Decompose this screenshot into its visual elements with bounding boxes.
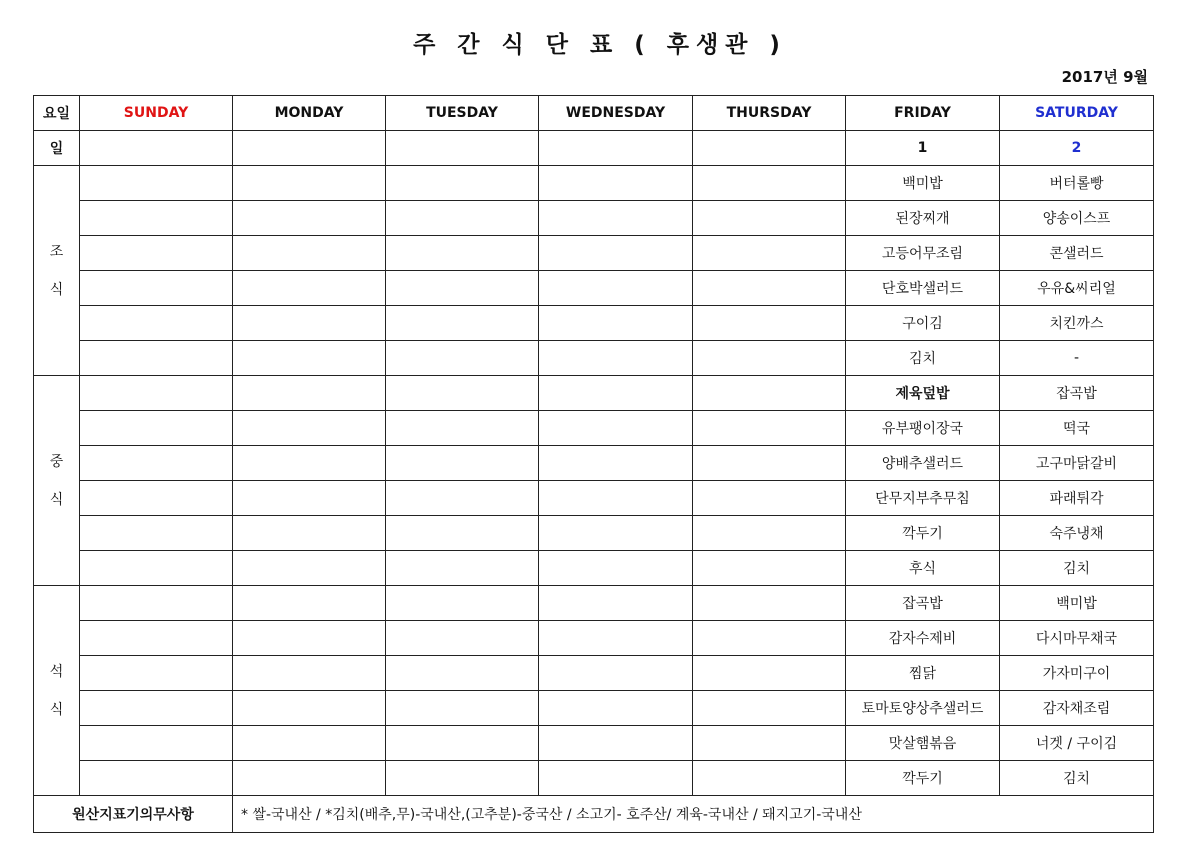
empty-cell (386, 481, 539, 516)
empty-cell (693, 551, 846, 586)
empty-cell (233, 726, 386, 761)
empty-cell (233, 691, 386, 726)
meal-label-breakfast (34, 166, 80, 376)
menu-item-friday: 깍두기 (846, 761, 1000, 796)
menu-item-saturday: 가자미구이 (1000, 656, 1154, 691)
menu-row (34, 236, 1154, 271)
empty-cell (80, 306, 233, 341)
empty-cell (233, 761, 386, 796)
empty-cell (386, 446, 539, 481)
empty-cell (386, 376, 539, 411)
empty-cell (539, 166, 693, 201)
menu-row (34, 621, 1154, 656)
empty-cell (233, 446, 386, 481)
empty-cell (80, 656, 233, 691)
empty-cell (693, 341, 846, 376)
empty-cell (386, 726, 539, 761)
empty-cell (80, 761, 233, 796)
day-saturday: SATURDAY (1000, 96, 1154, 131)
empty-cell (233, 376, 386, 411)
menu-item-saturday: 고구마닭갈비 (1000, 446, 1154, 481)
empty-cell (539, 551, 693, 586)
empty-cell (233, 306, 386, 341)
empty-cell (693, 516, 846, 551)
empty-cell (80, 341, 233, 376)
empty-cell (386, 621, 539, 656)
empty-cell (386, 201, 539, 236)
empty-cell (539, 411, 693, 446)
menu-item-friday: 찜닭 (846, 656, 1000, 691)
empty-cell (80, 166, 233, 201)
menu-row (34, 516, 1154, 551)
empty-cell (80, 271, 233, 306)
empty-cell (693, 726, 846, 761)
menu-row (34, 201, 1154, 236)
menu-item-friday: 구이김 (846, 306, 1000, 341)
empty-cell (693, 481, 846, 516)
empty-cell (386, 271, 539, 306)
empty-cell (693, 446, 846, 481)
empty-cell (80, 236, 233, 271)
origin-notice-text: * 쌀-국내산 / *김치(배추,무)-국내산,(고추분)-중국산 / 소고기- 호주산/ 계육-국내산 / 돼지고기-국내산 (233, 796, 1154, 833)
empty-cell (539, 306, 693, 341)
empty-cell (693, 201, 846, 236)
menu-item-friday: 단호박샐러드 (846, 271, 1000, 306)
empty-cell (386, 551, 539, 586)
date-tuesday (386, 131, 539, 166)
empty-cell (539, 481, 693, 516)
menu-item-friday: 감자수제비 (846, 621, 1000, 656)
menu-item-friday: 맛살햄볶음 (846, 726, 1000, 761)
empty-cell (539, 516, 693, 551)
empty-cell (233, 586, 386, 621)
menu-item-friday: 유부팽이장국 (846, 411, 1000, 446)
menu-row (34, 166, 1154, 201)
empty-cell (233, 621, 386, 656)
menu-item-friday: 백미밥 (846, 166, 1000, 201)
menu-item-saturday: 숙주냉채 (1000, 516, 1154, 551)
empty-cell (386, 516, 539, 551)
empty-cell (539, 761, 693, 796)
empty-cell (539, 586, 693, 621)
menu-row (34, 726, 1154, 761)
empty-cell (80, 201, 233, 236)
empty-cell (386, 411, 539, 446)
empty-cell (233, 341, 386, 376)
menu-item-saturday: 백미밥 (1000, 586, 1154, 621)
date-saturday: 2 (1000, 131, 1154, 166)
empty-cell (386, 656, 539, 691)
empty-cell (386, 691, 539, 726)
day-tuesday: TUESDAY (386, 96, 539, 131)
empty-cell (539, 376, 693, 411)
empty-cell (693, 271, 846, 306)
menu-item-saturday: 김치 (1000, 551, 1154, 586)
meal-label-char: 석 (49, 663, 64, 680)
empty-cell (539, 236, 693, 271)
date-label-cell: 일 (34, 131, 80, 166)
empty-cell (693, 656, 846, 691)
menu-row (34, 551, 1154, 586)
date-wednesday (539, 131, 693, 166)
empty-cell (386, 761, 539, 796)
empty-cell (539, 446, 693, 481)
meal-label-char: 식 (49, 701, 64, 718)
date-thursday (693, 131, 846, 166)
menu-item-friday: 양배추샐러드 (846, 446, 1000, 481)
date-row (34, 131, 1154, 166)
empty-cell (80, 411, 233, 446)
date-friday: 1 (846, 131, 1000, 166)
empty-cell (693, 411, 846, 446)
empty-cell (80, 551, 233, 586)
weekly-menu-table (33, 95, 1154, 833)
empty-cell (233, 166, 386, 201)
menu-item-saturday: 양송이스프 (1000, 201, 1154, 236)
empty-cell (233, 516, 386, 551)
day-monday: MONDAY (233, 96, 386, 131)
menu-row (34, 411, 1154, 446)
menu-item-friday: 잡곡밥 (846, 586, 1000, 621)
empty-cell (539, 341, 693, 376)
menu-item-friday: 후식 (846, 551, 1000, 586)
day-friday: FRIDAY (846, 96, 1000, 131)
meal-label-char: 식 (49, 281, 64, 298)
menu-row (34, 306, 1154, 341)
empty-cell (539, 201, 693, 236)
empty-cell (80, 621, 233, 656)
empty-cell (386, 236, 539, 271)
empty-cell (539, 691, 693, 726)
empty-cell (693, 621, 846, 656)
empty-cell (386, 586, 539, 621)
menu-row (34, 446, 1154, 481)
menu-row (34, 481, 1154, 516)
meal-label-dinner (34, 586, 80, 796)
empty-cell (539, 621, 693, 656)
meal-label-char: 조 (49, 243, 64, 260)
menu-item-saturday: 잡곡밥 (1000, 376, 1154, 411)
menu-item-friday: 고등어무조림 (846, 236, 1000, 271)
menu-item-saturday: 파래튀각 (1000, 481, 1154, 516)
meal-label-lunch (34, 376, 80, 586)
empty-cell (233, 201, 386, 236)
empty-cell (539, 726, 693, 761)
empty-cell (693, 586, 846, 621)
day-sunday: SUNDAY (80, 96, 233, 131)
empty-cell (693, 306, 846, 341)
menu-row (34, 691, 1154, 726)
empty-cell (233, 656, 386, 691)
menu-item-friday: 단무지부추무침 (846, 481, 1000, 516)
menu-item-saturday: 우유&씨리얼 (1000, 271, 1154, 306)
menu-item-friday: 깍두기 (846, 516, 1000, 551)
empty-cell (233, 411, 386, 446)
empty-cell (80, 726, 233, 761)
page-title: 주 간 식 단 표 ( 후생관 ) (413, 32, 787, 58)
menu-item-friday: 제육덮밥 (846, 376, 1000, 411)
menu-item-saturday: 너겟 / 구이김 (1000, 726, 1154, 761)
empty-cell (233, 551, 386, 586)
meal-label-char: 식 (49, 491, 64, 508)
empty-cell (539, 656, 693, 691)
menu-item-saturday: 다시마무채국 (1000, 621, 1154, 656)
date-monday (233, 131, 386, 166)
empty-cell (233, 271, 386, 306)
menu-item-saturday: - (1000, 341, 1154, 376)
menu-item-saturday: 버터롤빵 (1000, 166, 1154, 201)
empty-cell (693, 236, 846, 271)
empty-cell (233, 236, 386, 271)
empty-cell (693, 166, 846, 201)
menu-item-saturday: 김치 (1000, 761, 1154, 796)
menu-item-saturday: 치킨까스 (1000, 306, 1154, 341)
menu-row (34, 341, 1154, 376)
menu-item-saturday: 떡국 (1000, 411, 1154, 446)
menu-row (34, 761, 1154, 796)
day-header-row (34, 96, 1154, 131)
empty-cell (539, 271, 693, 306)
day-thursday: THURSDAY (693, 96, 846, 131)
menu-item-friday: 김치 (846, 341, 1000, 376)
empty-cell (80, 516, 233, 551)
empty-cell (386, 306, 539, 341)
empty-cell (80, 586, 233, 621)
day-label-cell: 요일 (34, 96, 80, 131)
date-sunday (80, 131, 233, 166)
day-wednesday: WEDNESDAY (539, 96, 693, 131)
menu-item-friday: 토마토양상추샐러드 (846, 691, 1000, 726)
empty-cell (386, 341, 539, 376)
menu-item-friday: 된장찌개 (846, 201, 1000, 236)
meal-label-char: 중 (49, 453, 64, 470)
menu-row (34, 656, 1154, 691)
menu-row (34, 271, 1154, 306)
empty-cell (80, 691, 233, 726)
empty-cell (386, 166, 539, 201)
empty-cell (233, 481, 386, 516)
menu-item-saturday: 감자채조림 (1000, 691, 1154, 726)
menu-month: 2017년 9월 (1061, 68, 1148, 86)
menu-item-saturday: 콘샐러드 (1000, 236, 1154, 271)
menu-row (34, 586, 1154, 621)
empty-cell (80, 376, 233, 411)
menu-row (34, 376, 1154, 411)
empty-cell (80, 481, 233, 516)
empty-cell (693, 691, 846, 726)
empty-cell (693, 761, 846, 796)
origin-notice-label: 원산지표기의무사항 (34, 796, 233, 833)
empty-cell (80, 446, 233, 481)
empty-cell (693, 376, 846, 411)
origin-notice-row (34, 796, 1154, 833)
